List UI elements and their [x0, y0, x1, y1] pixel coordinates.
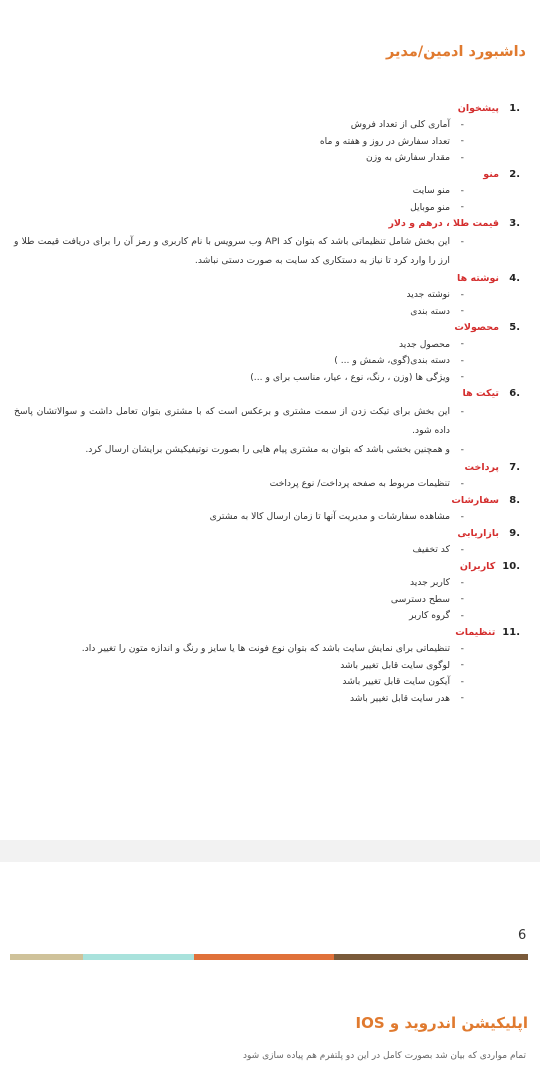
color-bar-segment	[83, 954, 194, 960]
bullet-dash: -	[460, 642, 464, 654]
list-item	[0, 591, 540, 608]
section-heading	[0, 492, 540, 509]
section-heading	[0, 624, 540, 641]
section-heading	[0, 100, 540, 117]
list-item-text: نوشته جدید	[406, 289, 450, 301]
footer-color-bars	[10, 954, 528, 960]
section-label: محصولات	[454, 322, 499, 334]
list-item	[0, 542, 540, 559]
section-heading	[0, 166, 540, 183]
list-item	[0, 287, 540, 304]
section-number: .7	[509, 461, 520, 473]
bullet-dash: -	[460, 151, 464, 163]
section-heading	[0, 270, 540, 287]
list-item-text: تنظیمات مربوط به صفحه پرداخت/ نوع پرداخت	[269, 478, 450, 490]
paragraph-text: این بخش شامل تنظیماتی باشد که بتوان کد API وب سرویس با نام کاربری و رمز آن را برای دریافت قیمت طلا و ارز را وارد کرد تا نیاز به دستکاری کد سایت به صورت دستی نباشد.	[14, 236, 451, 266]
list-item	[0, 509, 540, 526]
list-item-text: هدر سایت قابل تغییر باشد	[349, 692, 450, 704]
list-item-text: سطح دسترسی	[390, 593, 450, 605]
bullet-dash: -	[460, 659, 464, 670]
list-item-text: آیکون سایت قابل تغییر باشد	[342, 676, 450, 688]
color-bar-segment	[334, 954, 528, 960]
bullet-dash: -	[460, 406, 464, 417]
next-page	[0, 862, 540, 1080]
section-label: سفارشات	[451, 494, 499, 506]
list-item	[0, 183, 540, 200]
paragraph-text: و همچنین بخشی باشد که بتوان به مشتری پیام هایی را بصورت نوتیفیکیشن برایشان ارسال کرد.	[85, 444, 450, 455]
list-item	[0, 150, 540, 167]
section-number: .6	[509, 388, 520, 400]
section-heading	[0, 525, 540, 542]
bullet-dash: -	[460, 338, 464, 349]
section-label: کاربران	[459, 560, 496, 572]
bullet-dash: -	[460, 288, 464, 300]
section-label: قیمت طلا ، درهم و دلار	[388, 218, 499, 230]
bullet-dash: -	[460, 692, 464, 703]
list-item-text: مقدار سفارش به وزن	[365, 152, 450, 164]
list-item	[0, 575, 540, 592]
bullet-dash: -	[460, 371, 464, 382]
section-label: پرداخت	[464, 461, 499, 473]
list-item-text: دسته بندی	[410, 305, 450, 317]
list-item	[0, 641, 540, 658]
section-number: .3	[509, 218, 520, 230]
bullet-dash: -	[460, 477, 464, 489]
list-item	[0, 476, 540, 493]
list-item	[0, 199, 540, 216]
list-item-text: محصول جدید	[398, 338, 450, 350]
bullet-dash: -	[460, 201, 464, 212]
section-number: .11	[502, 626, 520, 638]
list-item-text: منو موبایل	[410, 201, 450, 213]
section-heading	[0, 558, 540, 575]
section-label: تنظیمات	[455, 626, 496, 638]
section-heading	[0, 216, 540, 233]
bullet-dash: -	[460, 118, 464, 130]
list-item-text: منو سایت	[412, 185, 450, 197]
section-number: .10	[502, 560, 520, 572]
section-label: پیشخوان	[457, 102, 499, 114]
list-item-text: آماری کلی از تعداد فروش	[350, 119, 450, 131]
list-item-text: تعداد سفارش در روز و هفته و ماه	[319, 135, 450, 147]
list-item-text: گروه کاربر	[409, 610, 450, 622]
paragraph-text: این بخش برای تیکت زدن از سمت مشتری و برعکس است که با مشتری بتوان تعامل داشت و سوالاتشان پاسخ داده شود.	[14, 406, 450, 436]
section-number: .5	[509, 322, 520, 334]
paragraph	[0, 440, 540, 459]
bullet-dash: -	[460, 576, 464, 588]
bullet-dash: -	[460, 543, 464, 555]
list-item-text: مشاهده سفارشات و مدیریت آنها تا زمان ارسال کالا به مشتری	[209, 511, 450, 523]
section-number: .8	[509, 494, 520, 506]
color-bar-segment	[194, 954, 334, 960]
section-intro: تمام مواردی که بیان شد بصورت کامل در این دو پلتفرم هم پیاده سازی شود	[243, 1051, 526, 1061]
list-item	[0, 657, 540, 674]
section-number: .4	[509, 272, 520, 284]
section-number: .9	[509, 527, 520, 539]
bullet-dash: -	[460, 184, 464, 196]
list-item-text: ویژگی ها (وزن ، رنگ، نوع ، عیار، مناسب برای و ...)	[250, 371, 450, 383]
paragraph	[0, 402, 540, 440]
bullet-dash: -	[460, 675, 464, 687]
section-number: .1	[509, 102, 520, 114]
bullet-dash: -	[460, 609, 464, 621]
bullet-dash: -	[460, 305, 464, 316]
bullet-dash: -	[460, 135, 464, 146]
section-heading	[0, 459, 540, 476]
page-number: 6	[518, 928, 527, 943]
list-item-text: کاربر جدید	[409, 577, 450, 589]
paragraph	[0, 232, 540, 270]
bullet-dash: -	[460, 354, 464, 366]
list-item	[0, 133, 540, 150]
list-item-text: لوگوی سایت قابل تغییر باشد	[340, 659, 450, 671]
list-item	[0, 303, 540, 320]
section-label: بازاریابی	[457, 527, 499, 539]
section-title-mobile-app: اپلیکیشن اندروید و IOS	[355, 1014, 528, 1032]
section-label: نوشته ها	[457, 272, 499, 284]
color-bar-segment	[10, 954, 83, 960]
bullet-dash: -	[460, 236, 464, 247]
list-item-text: کد تخفیف	[412, 544, 450, 556]
bullet-dash: -	[460, 510, 464, 522]
list-item	[0, 690, 540, 707]
list-item	[0, 353, 540, 370]
list-item	[0, 336, 540, 353]
list-item	[0, 674, 540, 691]
section-list	[0, 100, 540, 707]
list-item	[0, 608, 540, 625]
page-gap	[0, 840, 540, 862]
bullet-dash: -	[460, 593, 464, 604]
page-title: داشبورد ادمین/مدیر	[386, 44, 526, 60]
list-item	[0, 369, 540, 386]
bullet-dash: -	[460, 444, 464, 455]
section-number: .2	[509, 168, 520, 180]
section-label: تیکت ها	[462, 388, 499, 400]
section-label: منو	[483, 168, 499, 180]
section-heading	[0, 320, 540, 337]
list-item	[0, 117, 540, 134]
section-heading	[0, 386, 540, 403]
list-item-text: تنظیماتی برای نمایش سایت باشد که بتوان نوع فونت ها یا سایز و رنگ و اندازه متون را تغییر داد.	[81, 643, 450, 655]
list-item-text: دسته بندی(گوی، شمش و ... )	[334, 355, 450, 367]
